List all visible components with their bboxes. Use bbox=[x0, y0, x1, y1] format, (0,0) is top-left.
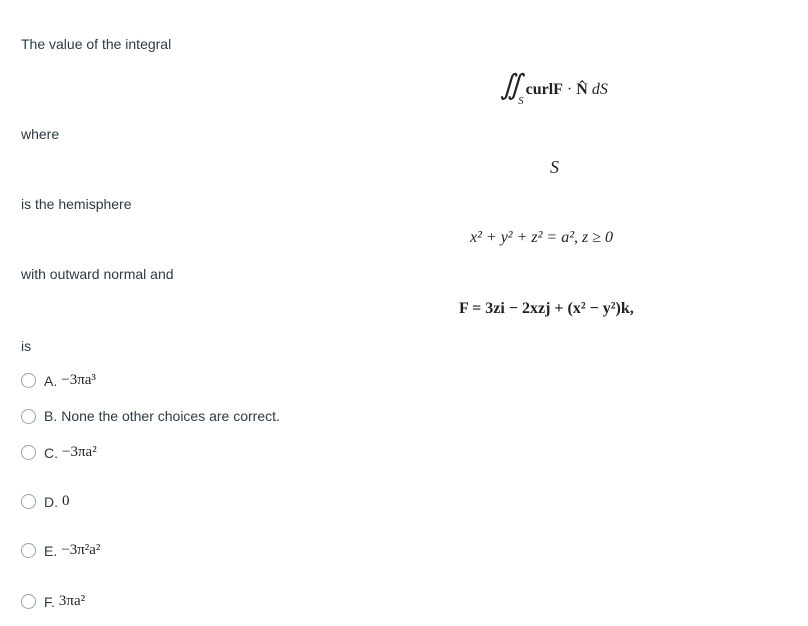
option-a[interactable] bbox=[21, 372, 96, 389]
question-intro: The value of the integral bbox=[21, 36, 172, 52]
question-hemisphere: is the hemisphere bbox=[21, 196, 132, 212]
option-value: −3π²a² bbox=[61, 542, 101, 558]
radio-button[interactable] bbox=[21, 409, 36, 424]
option-f[interactable] bbox=[21, 593, 85, 610]
integral-subscript: S bbox=[518, 95, 524, 107]
radio-button[interactable] bbox=[21, 543, 36, 558]
option-c[interactable] bbox=[21, 444, 97, 461]
hemisphere-equation: x² + y² + z² = a², z ≥ 0 bbox=[470, 229, 614, 246]
field-equation: F = 3zi − 2xzj + (x² − y²)k, bbox=[459, 300, 634, 317]
question-where: where bbox=[21, 126, 60, 142]
option-letter: D. bbox=[44, 493, 58, 510]
option-letter: B. bbox=[44, 408, 58, 424]
option-value: None the other choices are correct. bbox=[61, 408, 280, 424]
question-normal: with outward normal and bbox=[21, 266, 174, 282]
integrand-ds: dS bbox=[587, 81, 608, 98]
option-d[interactable] bbox=[21, 493, 70, 510]
radio-button[interactable] bbox=[21, 445, 36, 460]
double-integral-sign: ∬ bbox=[500, 70, 517, 101]
surface-symbol: S bbox=[550, 157, 559, 177]
option-letter: A. bbox=[44, 372, 58, 389]
option-value: −3πa² bbox=[62, 444, 97, 460]
option-letter: C. bbox=[44, 444, 58, 461]
integral-expression bbox=[500, 68, 608, 107]
integrand-dot: · bbox=[562, 81, 577, 98]
radio-button[interactable] bbox=[21, 373, 36, 388]
question-is: is bbox=[21, 338, 32, 354]
radio-button[interactable] bbox=[21, 594, 36, 609]
option-letter: F. bbox=[44, 593, 55, 610]
integrand-curl: curlF bbox=[525, 81, 563, 98]
option-b[interactable] bbox=[21, 408, 280, 424]
radio-button[interactable] bbox=[21, 494, 36, 509]
option-value: 0 bbox=[62, 493, 70, 509]
integrand-normal: N̂ bbox=[576, 81, 588, 98]
option-e[interactable] bbox=[21, 542, 100, 559]
option-value: 3πa² bbox=[58, 593, 86, 609]
option-value: −3πa³ bbox=[61, 372, 96, 388]
option-letter: E. bbox=[44, 542, 58, 559]
